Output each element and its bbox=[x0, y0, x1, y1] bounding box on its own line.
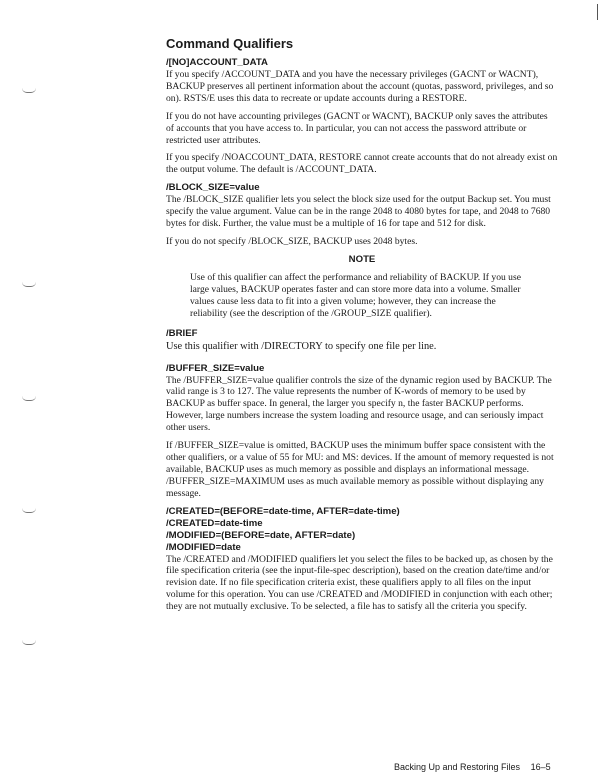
footer-page-number: 16–5 bbox=[530, 762, 551, 772]
paragraph: The /BUFFER_SIZE=value qualifier controls the size of the dynamic region used by BACKUP. The valid range is 3 to 127. The value represents the number of K-words of memory to be used by BACKUP as buffer space. In general, the larger you specify n, the faster BACKUP performs. However, large numbers increase the system loading and resource usage, and can seriously impact other users. bbox=[166, 374, 552, 434]
block-size-section bbox=[166, 182, 558, 248]
paragraph: The /BLOCK_SIZE qualifier lets you select the block size used for the output Backup set. You must specify the value argument. Value can be in the range 2048 to 4080 bytes for tape, and 2048 to 7680 bytes for disk. Further, the value must be a multiple of 16 for tape and 512 for disk. bbox=[166, 194, 551, 230]
account-data-section bbox=[166, 57, 558, 176]
footer-chapter-title: Backing Up and Restoring Files bbox=[394, 762, 521, 772]
main-content bbox=[166, 36, 558, 619]
note-title: NOTE bbox=[348, 253, 376, 265]
qualifier-heading: /MODIFIED=date bbox=[166, 541, 241, 553]
qualifier-heading: /BRIEF bbox=[166, 327, 198, 339]
qualifier-heading: /MODIFIED=(BEFORE=date, AFTER=date) bbox=[166, 529, 356, 541]
paragraph: If you specify /ACCOUNT_DATA and you have the necessary privileges (GACNT or WACNT), BACKUP preserves all pertinent information about the account (quotas, password, privileges, and so on). RSTS/E uses this data to recreate or update accounts during a RESTORE. bbox=[166, 69, 554, 104]
note-box bbox=[166, 254, 558, 320]
note-body: Use of this qualifier can affect the performance and reliability of BACKUP. If you use large values, BACKUP operates faster and can store more data into a volume. Smaller values cause less data to fit into a given volume; however, they can increase the reliability (see the description of the /GROUP_SIZE qualifier). bbox=[190, 271, 521, 319]
qualifier-heading: /BUFFER_SIZE=value bbox=[166, 362, 265, 374]
margin-tick bbox=[22, 88, 36, 93]
qualifier-heading: /[NO]ACCOUNT_DATA bbox=[166, 57, 268, 68]
brief-section bbox=[166, 328, 558, 353]
created-modified-section bbox=[166, 506, 558, 614]
qualifier-heading: /BLOCK_SIZE=value bbox=[166, 182, 260, 194]
paragraph: Use this qualifier with /DIRECTORY to specify one file per line. bbox=[166, 340, 437, 352]
page-footer bbox=[394, 762, 551, 773]
margin-tick bbox=[22, 396, 36, 401]
paragraph: If you do not have accounting privileges (GACNT or WACNT), BACKUP only saves the attributes of accounts that you have access to. In particular, you can not access the password attribute or restricted user attributes. bbox=[166, 110, 548, 146]
paragraph: The /CREATED and /MODIFIED qualifiers let you select the files to be backed up, as chosen by the file specification criteria (see the input-file-spec description), based on the creation date/time and/or revision date. If no file specification criteria exist, these qualifiers apply to all files on the input volume for this operation. You can use /CREATED and /MODIFIED in conjunction with each other; they are not mutually exclusive. To be selected, a file has to satisfy all the criteria you specify. bbox=[166, 553, 553, 613]
buffer-size-section bbox=[166, 363, 558, 500]
paragraph: If you do not specify /BLOCK_SIZE, BACKUP uses 2048 bytes. bbox=[166, 235, 418, 247]
scan-edge-mark bbox=[597, 4, 598, 20]
paragraph: If /BUFFER_SIZE=value is omitted, BACKUP uses the minimum buffer space consistent with the other qualifiers, or a value of 55 for MU: and MS: devices. If the amount of memory requested is not available, BACKUP uses as much memory as possible and displays an informational message. /BUFFER_SIZE=MAXIMUM uses as much available memory as possible without displaying any message. bbox=[166, 440, 554, 499]
margin-tick bbox=[22, 282, 36, 287]
margin-tick bbox=[22, 640, 36, 645]
qualifier-heading: /CREATED=date-time bbox=[166, 517, 263, 529]
margin-tick bbox=[22, 508, 36, 513]
paragraph: If you specify /NOACCOUNT_DATA, RESTORE cannot create accounts that do not already exist on the output volume. The default is /ACCOUNT_DATA. bbox=[166, 152, 558, 176]
qualifier-heading: /CREATED=(BEFORE=date-time, AFTER=date-time) bbox=[166, 505, 400, 517]
section-title: Command Qualifiers bbox=[166, 36, 294, 51]
